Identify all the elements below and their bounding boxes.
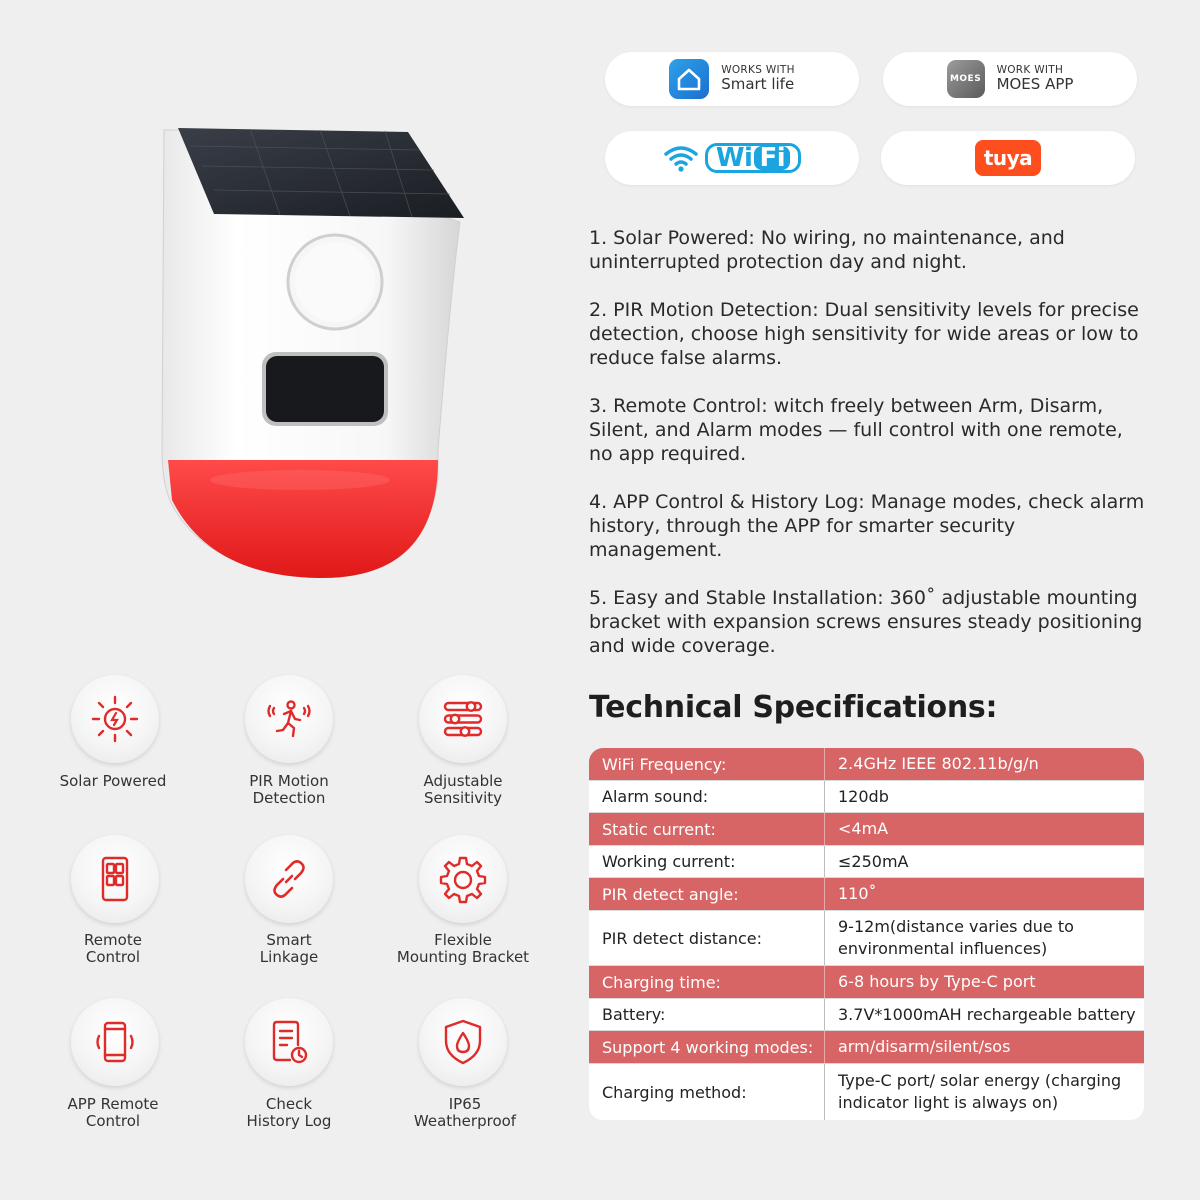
spec-row [589,1064,1144,1120]
spec-key: Support 4 working modes: [589,1031,825,1063]
spec-row [589,748,1144,781]
spec-row [589,813,1144,846]
spec-value: 6-8 hours by Type-C port [838,972,1036,991]
spec-key: Charging method: [589,1064,825,1120]
solar-alarm-device-illustration [150,120,480,590]
feature-icon-circle [419,675,507,763]
tuya-logo [975,140,1041,176]
badge-small-text: WORK WITH [996,64,1064,77]
spec-row [589,966,1144,999]
spec-key: Charging time: [589,966,825,998]
feature-item: 4. APP Control & History Log: Manage modes, check alarm history, through the APP for smarter security management. [589,491,1145,561]
spec-value: 110˚ [838,884,877,903]
spec-table [589,748,1144,1120]
wifi-logo [705,143,801,173]
badge-app-name: Smart life [721,75,795,94]
wifi-badge [605,131,859,185]
feature-icon-label: Smart Linkage [259,931,319,966]
history-log-icon [262,1015,316,1069]
wifi-icon [663,144,699,172]
spec-key: Static current: [589,813,825,845]
sliders-icon [436,692,490,746]
feature-icon-circle [245,675,333,763]
wifi-logo-fi: Fi [754,146,790,170]
spec-value: arm/disarm/silent/sos [838,1037,1011,1056]
spec-key: PIR detect angle: [589,878,825,910]
feature-icon-label: Adjustable Sensitivity [423,772,503,807]
moes-logo-text: MOES [949,74,982,84]
moes-app-icon [947,60,985,98]
spec-value: 9-12m(distance varies due to environmental influences) [838,917,1074,958]
wifi-logo-wi: Wi [715,143,753,173]
feature-icon-circle [71,835,159,923]
spec-row [589,999,1144,1031]
feature-icon-circle [245,835,333,923]
spec-value: <4mA [838,819,889,838]
spec-key: PIR detect distance: [589,911,825,965]
spec-value: 3.7V*1000mAH rechargeable battery [838,1004,1136,1024]
spec-row [589,781,1144,813]
badge-app-name: MOES APP [996,75,1074,94]
feature-icon-label: APP Remote Control [67,1095,159,1130]
solar-sun-icon [88,692,142,746]
spec-value: 120db [838,786,889,806]
feature-icon-circle [71,675,159,763]
feature-list [589,226,1149,682]
feature-icon-label: Flexible Mounting Bracket [396,931,530,966]
feature-icon-label: Check History Log [246,1095,332,1130]
feature-icon-circle [245,998,333,1086]
smart-life-house-icon [669,59,709,99]
feature-item: 5. Easy and Stable Installation: 360˚ adjustable mounting bracket with expansion screws ensures steady positioning and wide coverage. [589,587,1143,657]
tuya-badge [881,131,1135,185]
motion-person-icon [262,692,316,746]
spec-title: Technical Specifications: [589,690,998,725]
spec-row [589,1031,1144,1064]
spec-row [589,846,1144,878]
spec-key: Alarm sound: [589,781,825,812]
spec-key: Working current: [589,846,825,877]
work-with-moes-app-badge [883,52,1137,106]
feature-icon-label: Solar Powered [59,772,167,790]
shield-drop-icon [436,1015,490,1069]
feature-item: 3. Remote Control: witch freely between Arm, Disarm, Silent, and Alarm modes — full control with one remote, no app required. [589,395,1123,465]
feature-item: 1. Solar Powered: No wiring, no maintenance, and uninterrupted protection day and night. [589,227,1065,273]
spec-value: Type-C port/ solar energy (charging indicator light is always on) [838,1071,1122,1112]
feature-item: 2. PIR Motion Detection: Dual sensitivity levels for precise detection, choose high sensitivity for wide areas or low to reduce false alarms. [589,299,1139,369]
link-icon [262,852,316,906]
feature-icon-label: IP65 Weatherproof [413,1095,517,1130]
spec-key: Battery: [589,999,825,1030]
spec-key: WiFi Frequency: [589,748,825,780]
feature-icon-label: PIR Motion Detection [249,772,329,807]
gear-icon [436,852,490,906]
spec-value: ≤250mA [838,851,909,871]
product-image [150,120,480,590]
feature-icon-label: Remote Control [84,931,142,966]
works-with-smart-life-badge [605,52,859,106]
feature-icon-circle [71,998,159,1086]
remote-icon [88,852,142,906]
feature-icon-circle [419,835,507,923]
phone-icon [88,1015,142,1069]
spec-value: 2.4GHz IEEE 802.11b/g/n [838,754,1039,773]
spec-row [589,878,1144,911]
spec-row [589,911,1144,966]
badge-small-text: WORKS WITH [721,64,795,77]
tuya-logo-text: tuya [983,146,1033,170]
feature-icon-circle [419,998,507,1086]
